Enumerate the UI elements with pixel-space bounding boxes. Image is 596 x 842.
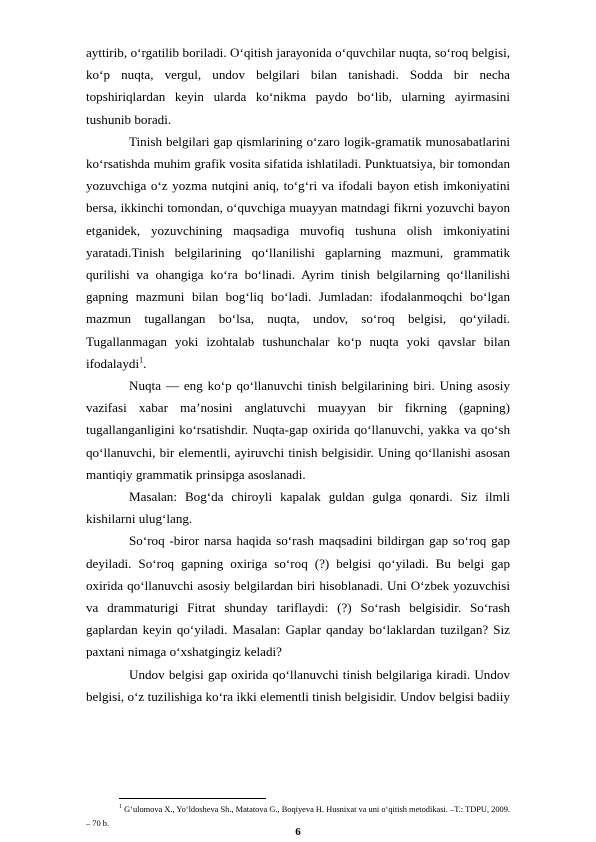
- paragraph-tail: .: [143, 355, 147, 371]
- paragraph-text: Tinish belgilari gap qismlarining o‘zaro logik-gramatik munosabatlarini ko‘rsatishda muhim grafik vosita sifatida ishlatiladi. Punktuatsiya, bir tomondan yozuvchiga o‘z yozma nutqini aniq, to‘g‘ri va ifodali bayon etish imkoniyatini bersa, ikkinchi tomondan, o‘quvchiga muayyan matndagi fikrni yozuvchi bayon etganidek, yozuvchining maqsadiga muvofiq tushuna olish imkoniyatini yaratadi.Tinish belgilarining qo‘llanilishi gaplarning mazmuni, grammatik qurilishi va ohangiga ko‘ra bo‘linadi. Ayrim tinish belgilarning qo‘llanilishi gapning mazmuni bilan bog‘liq bo‘ladi. Jumladan: ifodalanmoqchi bo‘lgan mazmun tugallangan bo‘lsa, nuqta, undov, so‘roq belgisi, qo‘yiladi. Tugallanmagan yoki izohtalab tushunchalar ko‘p nuqta yoki qavslar bilan ifodalaydi: [86, 133, 510, 371]
- paragraph-nuqta: Nuqta — eng ko‘p qo‘llanuvchi tinish belgilarining biri. Uning asosiy vazifasi xabar ma’nosini anglatuvchi muayyan bir fikrning (gapning) tugallanganligini ko‘rsatishdir. Nuqta-gap oxirida qo‘llanuvchi, yakka va qo‘sh qo‘llanuvchi, bir elementli, ayiruvchi tinish belgisidir. Uning qo‘llanishi asosan mantiqiy grammatik prinsipga asoslanadi.: [86, 378, 510, 482]
- footnote-separator: [119, 798, 266, 799]
- footnote-number: 1: [119, 804, 122, 811]
- page-number: 6: [295, 826, 301, 838]
- footnote-text: G‘ulomova X., Yo‘ldosheva Sh., Matatova G., Boqiyeva H. Husnixat va uni o‘qitish metodikasi. –T.: TDPU, 2009. – 70 b.: [86, 805, 510, 828]
- paragraph-soroq: So‘roq -biror narsa haqida so‘rash maqsadini bildirgan gap so‘roq gap deyiladi. So‘roq gapning oxiriga so‘roq (?) belgisi qo‘yiladi. Bu belgi gap oxirida qo‘llanuvchi asosiy belgilardan biri hisoblanadi. Uni O‘zbek yozuvchisi va drammaturigi Fitrat shunday tariflaydi: (?) So‘rash belgisidir. So‘rash gaplardan keyin qo‘yiladi. Masalan: Gaplar qanday bo‘laklardan tuzilgan? Siz paxtani nimaga o‘xshatgingiz keladi?: [86, 533, 510, 660]
- body-text: [86, 42, 510, 708]
- paragraph-example: Masalan: Bog‘da chiroyli kapalak guldan gulga qonardi. Siz ilmli kishilarni ulug‘lang.: [86, 489, 510, 527]
- paragraph-tinish-belgilari: [86, 131, 510, 375]
- footnote-reference[interactable]: 1: [139, 355, 144, 365]
- paragraph-continuation: ayttirib, o‘rgatilib boriladi. O‘qitish jarayonida o‘quvchilar nuqta, so‘roq belgisi, ko‘p nuqta, vergul, undov belgilari bilan tanishadi. Sodda bir necha topshiriqlardan keyin ularda ko‘nikma paydo bo‘lib, ularning ayirmasini tushunib boradi.: [86, 45, 510, 127]
- paragraph-undov: Undov belgisi gap oxirida qo‘llanuvchi tinish belgilariga kiradi. Undov belgisi, o‘z tuzilishiga ko‘ra ikki elementli tinish belgisidir. Undov belgisi badiiy: [86, 666, 510, 704]
